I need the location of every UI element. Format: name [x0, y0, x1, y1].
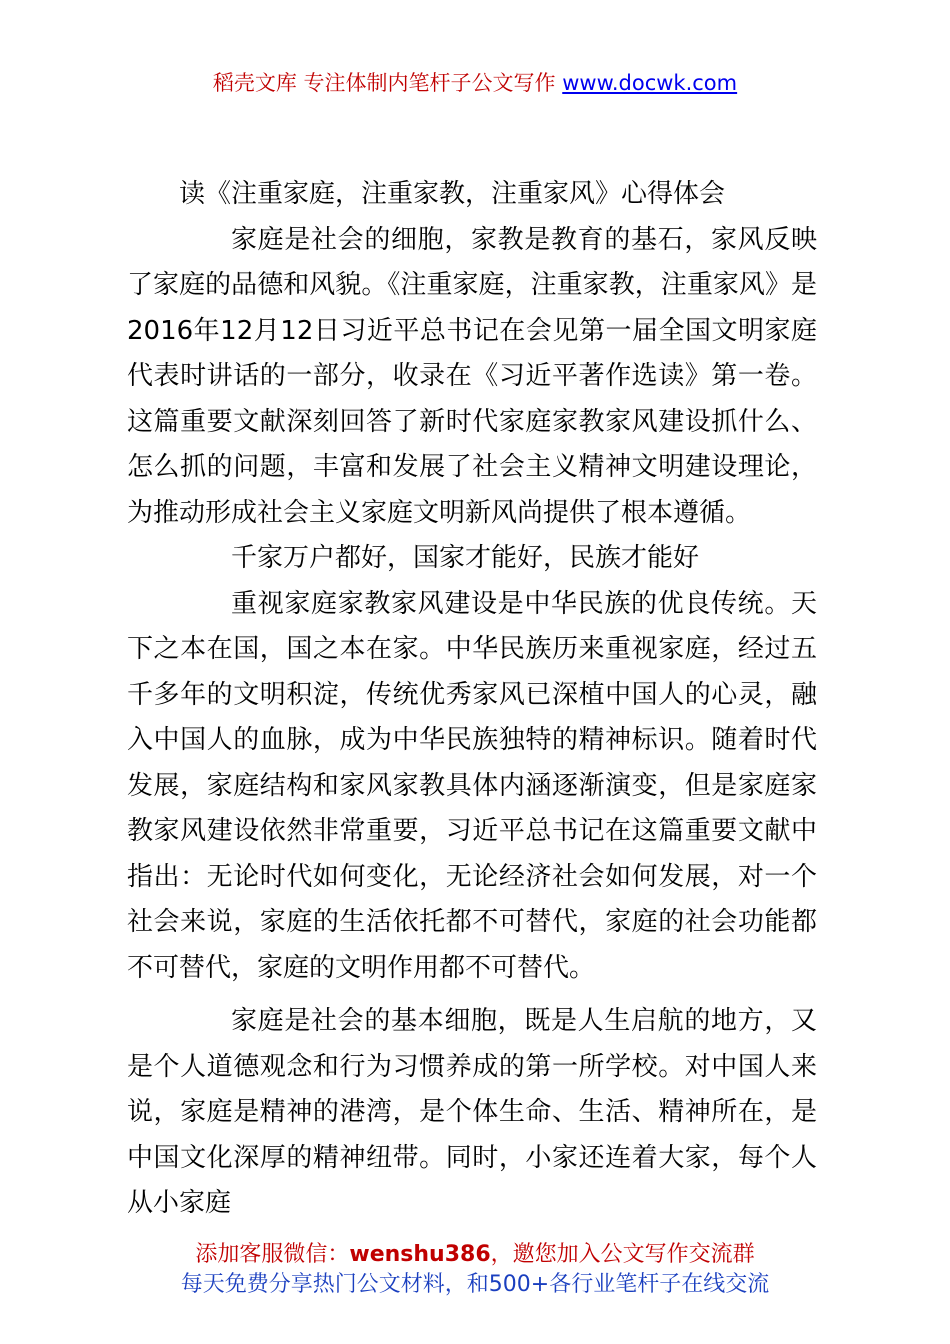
page-footer [0, 1240, 950, 1300]
wechat-id: wenshu386 [349, 1242, 491, 1267]
page-header [0, 68, 950, 98]
document-title: 读《注重家庭，注重家教，注重家风》心得体会 [179, 179, 726, 209]
paragraph-tradition: 重视家庭家教家风建设是中华民族的优良传统。天下之本在国，国之本在家。中华民族历来重视家庭，经过五千多年的文明积淀，传统优秀家风已深植中国人的心灵，融入中国人的血脉，成为中华民族独特的精神标识。随着时代发展，家庭结构和家风家教具体内涵逐渐演变，但是家庭家教家风建设依然非常重要，习近平总书记在这篇重要文献中指出：无论时代如何变化，无论经济社会如何发展，对一个社会来说，家庭的生活依托都不可替代，家庭的社会功能都不可替代，家庭的文明作用都不可替代。 [127, 588, 817, 983]
document-body [127, 172, 817, 1227]
footer-contact-prefix: 添加客服微信： [195, 1242, 350, 1267]
header-url-link[interactable]: www.docwk.com [562, 71, 738, 95]
paragraph-family-cell: 家庭是社会的基本细胞，既是人生启航的地方，又是个人道德观念和行为习惯养成的第一所学校。对中国人来说，家庭是精神的港湾，是个体生命、生活、精神所在，是中国文化深厚的精神纽带。同时，小家还连着大家，每个人从小家庭 [127, 1006, 817, 1218]
section-heading: 千家万户都好，国家才能好，民族才能好 [231, 543, 700, 573]
paragraph-intro: 家庭是社会的细胞，家教是教育的基石，家风反映了家庭的品德和风貌。《注重家庭，注重家教，注重家风》是2016年12月12日习近平总书记在会见第一届全国文明家庭代表时讲话的一部分，收录在《习近平著作选读》第一卷。这篇重要文献深刻回答了新时代家庭家教家风建设抓什么、怎么抓的问题，丰富和发展了社会主义精神文明建设理论，为推动形成社会主义家庭文明新风尚提供了根本遵循。 [127, 224, 817, 528]
footer-promo-line: 每天免费分享热门公文材料，和500+各行业笔杆子在线交流 [180, 1272, 770, 1297]
footer-contact-line [0, 1240, 950, 1270]
footer-contact-suffix: ，邀您加入公文写作交流群 [490, 1242, 755, 1267]
header-brand: 稻壳文库 专注体制内笔杆子公文写作 [212, 71, 556, 95]
